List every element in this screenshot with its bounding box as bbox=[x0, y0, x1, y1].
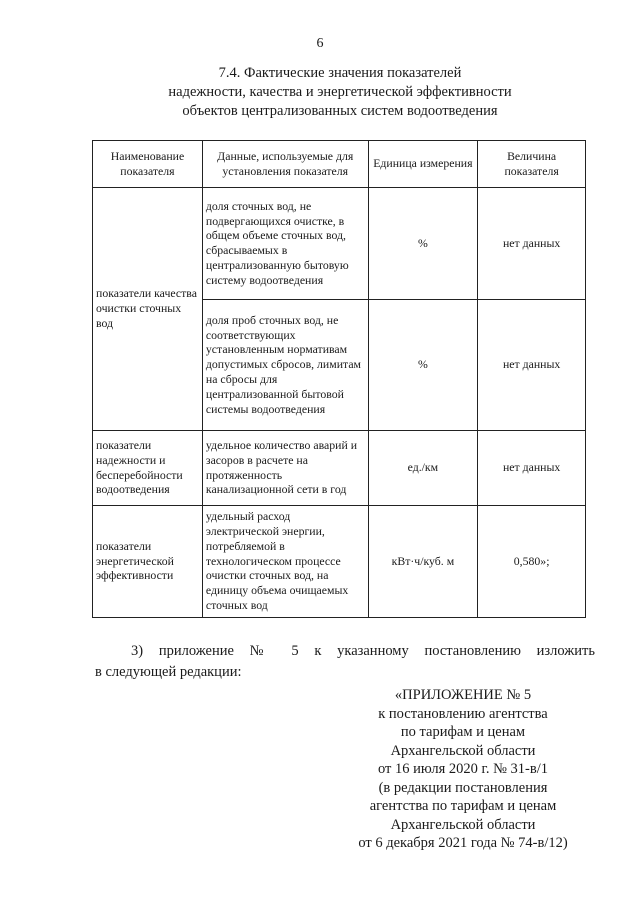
table-header-row bbox=[93, 141, 586, 188]
header-cell: Единица измерения bbox=[368, 141, 478, 188]
appendix-line: от 16 июля 2020 г. № 31-в/1 bbox=[377, 761, 548, 777]
indicator-name-cell: показатели надежности и бесперебойности водоотведения bbox=[93, 430, 203, 505]
appendix-line: по тарифам и ценам bbox=[400, 724, 526, 740]
unit-cell: кВт·ч/куб. м bbox=[368, 505, 478, 617]
data-cell: удельное количество аварий и засоров в расчете на протяженность канализационной сети в год bbox=[202, 430, 368, 505]
header-cell: Данные, используемые для установления показателя bbox=[202, 141, 368, 188]
page-number: 6 bbox=[316, 36, 324, 51]
data-cell: доля проб сточных вод, не соответствующих установленным нормативам допустимых сбросов, лимитам на сбросы для централизованной бытовой системы водоотведения bbox=[202, 299, 368, 430]
table-row bbox=[93, 187, 586, 299]
paragraph-line: 3) приложение № 5 к указанному постановлению изложить bbox=[131, 643, 595, 659]
unit-cell: % bbox=[368, 299, 478, 430]
title-line: 7.4. Фактические значения показателей bbox=[218, 65, 462, 81]
data-cell: доля сточных вод, не подвергающихся очистке, в общем объеме сточных вод, сбрасываемых в централизованную бытовую систему водоотведения bbox=[202, 187, 368, 299]
value-cell: нет данных bbox=[478, 299, 586, 430]
unit-cell: ед./км bbox=[368, 430, 478, 505]
value-cell: нет данных bbox=[478, 430, 586, 505]
value-cell: 0,580»; bbox=[478, 505, 586, 617]
data-cell: удельный расход электрической энергии, потребляемой в технологическом процессе очистки сточных вод, на единицу объема очищаемых сточных вод bbox=[202, 505, 368, 617]
unit-cell: % bbox=[368, 187, 478, 299]
amendment-paragraph bbox=[95, 641, 595, 683]
title-line: объектов централизованных систем водоотведения bbox=[182, 103, 498, 119]
header-cell: Наименование показателя bbox=[93, 141, 203, 188]
title-line: надежности, качества и энергетической эффективности bbox=[168, 84, 512, 100]
appendix-line: агентства по тарифам и ценам bbox=[369, 798, 557, 814]
indicator-name-cell: показатели энергетической эффективности bbox=[93, 505, 203, 617]
section-title bbox=[60, 64, 620, 121]
appendix-line: «ПРИЛОЖЕНИЕ № 5 bbox=[394, 687, 532, 703]
table-row bbox=[93, 505, 586, 617]
appendix-line: к постановлению агентства bbox=[378, 705, 548, 722]
appendix-line: Архангельской области bbox=[390, 816, 536, 833]
value-cell: нет данных bbox=[478, 187, 586, 299]
appendix-line: (в редакции постановления bbox=[378, 779, 548, 796]
table-row bbox=[93, 430, 586, 505]
appendix-header bbox=[338, 686, 588, 853]
paragraph-line: в следующей редакции: bbox=[95, 664, 242, 680]
indicator-name-cell: показатели качества очистки сточных вод bbox=[93, 187, 203, 430]
appendix-line: от 6 декабря 2021 года № 74-в/12) bbox=[358, 835, 568, 851]
appendix-line: Архангельской области bbox=[390, 742, 536, 759]
header-cell: Величина показателя bbox=[478, 141, 586, 188]
indicators-table bbox=[92, 140, 586, 618]
